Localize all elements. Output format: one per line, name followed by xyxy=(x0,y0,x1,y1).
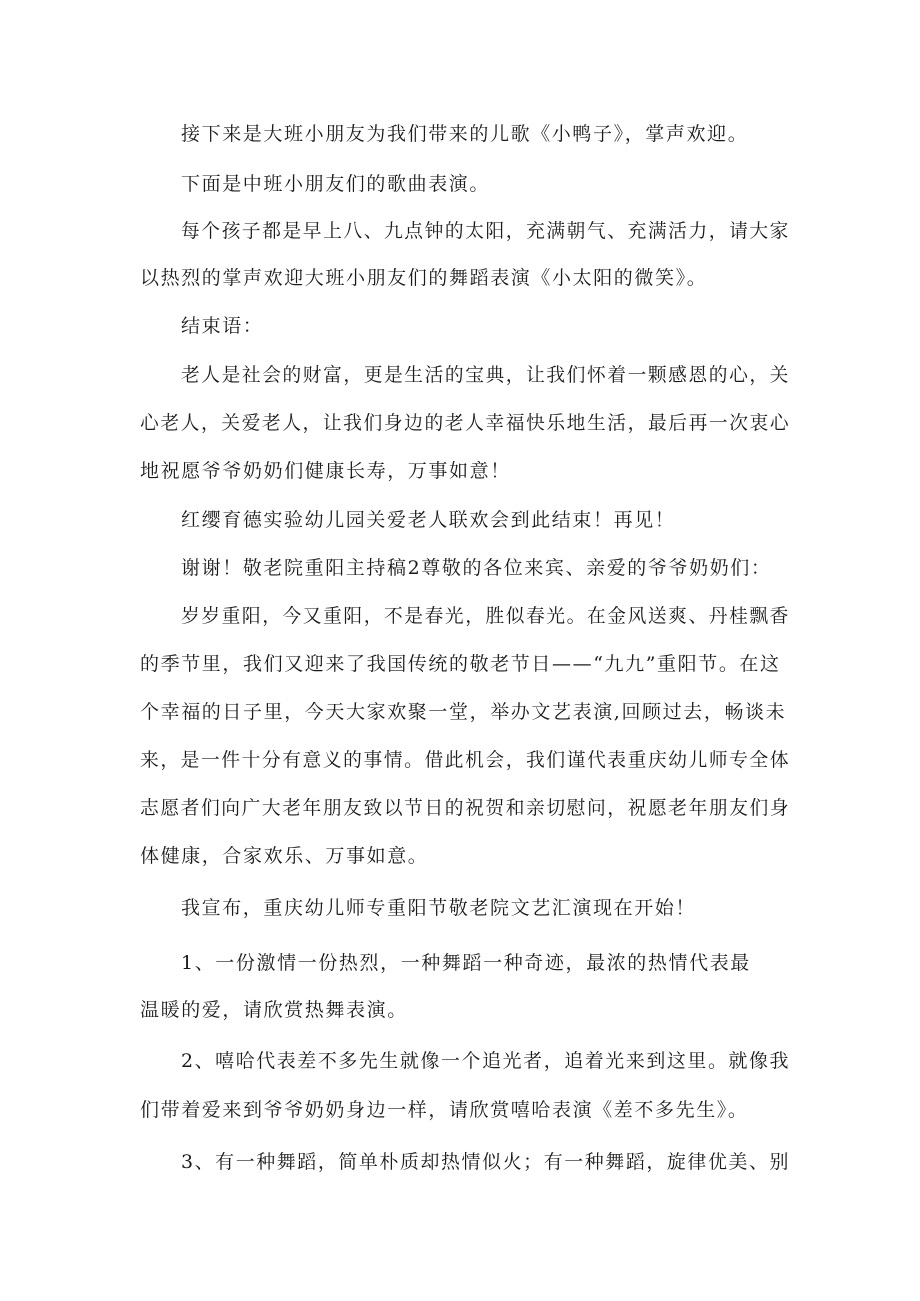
text-line: 地祝愿爷爷奶奶们健康长寿，万事如意！ xyxy=(140,460,511,482)
text-line: 温暖的爱，请欣赏热舞表演。 xyxy=(140,999,408,1021)
text-line: 个幸福的日子里，今天大家欢聚一堂，举办文艺表演,回顾过去，畅谈未 xyxy=(140,701,787,723)
text-line: 接下来是大班小朋友为我们带来的儿歌《小鸭子》，掌声欢迎。 xyxy=(181,123,749,145)
text-line: 我宣布，重庆幼儿师专重阳节敬老院文艺汇演现在开始！ xyxy=(181,897,697,919)
text-line: 红缨育德实验幼儿园关爱老人联欢会到此结束！再见！ xyxy=(181,509,676,531)
list-item-1: 1、一份激情一份热烈，一种舞蹈一种奇迹，最浓的热情代表最 xyxy=(181,952,751,974)
text-line: 心老人，关爱老人，让我们身边的老人幸福快乐地生活，最后再一次衷心 xyxy=(140,412,791,434)
text-line: 以热烈的掌声欢迎大班小朋友们的舞蹈表演《小太阳的微笑》。 xyxy=(140,267,708,289)
list-item-2: 2、嘻哈代表差不多先生就像一个追光者，追着光来到这里。就像我 xyxy=(181,1050,791,1072)
text-line: 体健康，合家欢乐、万事如意。 xyxy=(140,845,429,867)
section-heading: 结束语： xyxy=(181,315,264,337)
text-line: 谢谢！敬老院重阳主持稿2尊敬的各位来宾、亲爱的爷爷奶奶们： xyxy=(181,557,772,579)
text-line: 来，是一件十分有意义的事情。借此机会，我们谨代表重庆幼儿师专全体 xyxy=(140,749,791,771)
text-line: 老人是社会的财富，更是生活的宝典，让我们怀着一颗感恩的心，关 xyxy=(181,364,790,386)
text-line: 岁岁重阳，今又重阳，不是春光，胜似春光。在金风送爽、丹桂飘香 xyxy=(181,605,790,627)
text-line: 的季节里，我们又迎来了我国传统的敬老节日——“九九”重阳节。在这 xyxy=(140,653,781,675)
list-item-3: 3、有一种舞蹈，简单朴质却热情似火；有一种舞蹈，旋律优美、别 xyxy=(181,1151,791,1173)
text-line: 每个孩子都是早上八、九点钟的太阳，充满朝气、充满活力，请大家 xyxy=(181,220,790,242)
text-line: 们带着爱来到爷爷奶奶身边一样，请欣赏嘻哈表演《差不多先生》。 xyxy=(140,1099,749,1121)
text-line: 下面是中班小朋友们的歌曲表演。 xyxy=(181,173,491,195)
text-line: 志愿者们向广大老年朋友致以节日的祝贺和亲切慰问，祝愿老年朋友们身 xyxy=(140,797,791,819)
